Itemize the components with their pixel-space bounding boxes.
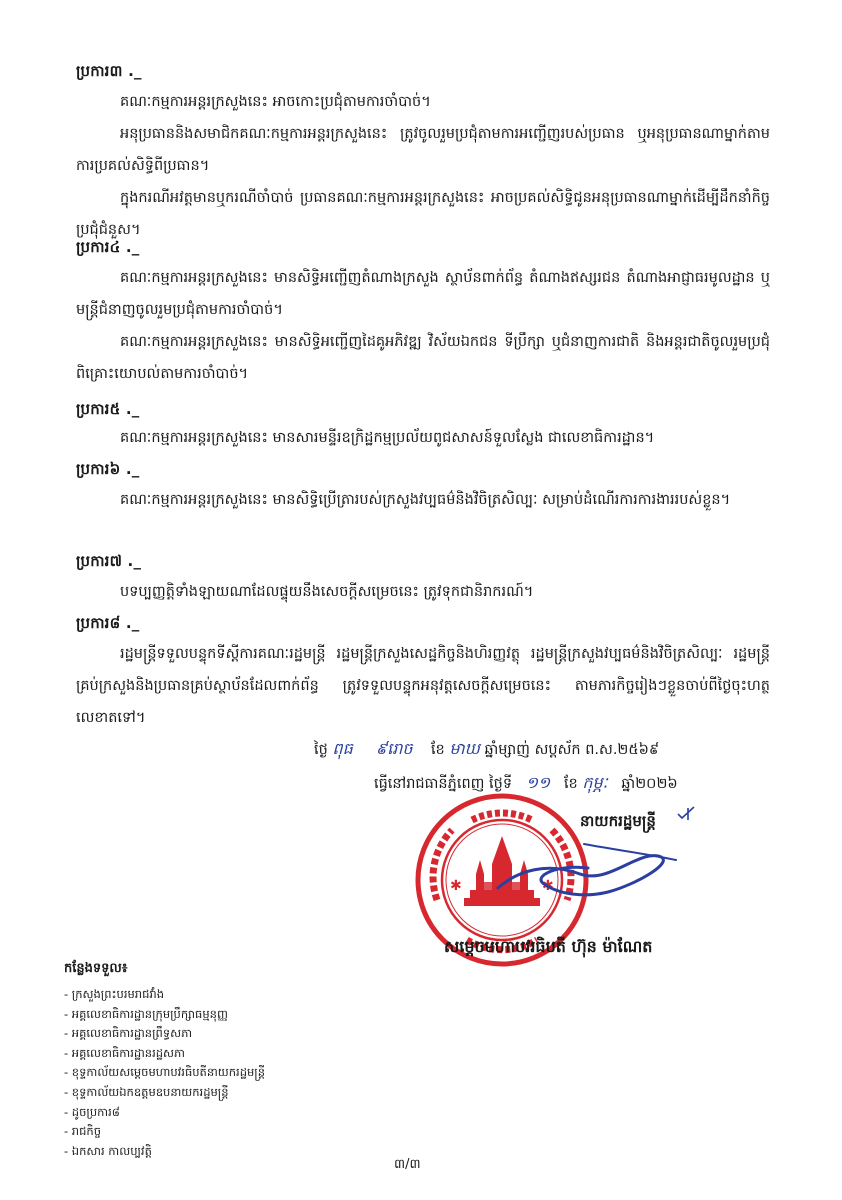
list-item: - អគ្គលេខាធិការដ្ឋានព្រឹទ្ធសភា <box>64 1026 193 1041</box>
article-3-paragraph-3: ក្នុងករណីអវត្តមានឬករណីចាំបាច់ ប្រធានគណៈកម្មការអន្តរក្រសួងនេះ អាចប្រគល់សិទ្ធិជូនអនុប្រធានណាម្នាក់ដើម្បីដឹកនាំកិច្ចប្រជុំជំនួស។ <box>76 190 770 238</box>
signer-title: នាយករដ្ឋមន្ត្រី <box>580 812 656 830</box>
lunar-day: ៩រោច <box>375 739 413 758</box>
article-5-heading: ប្រការ៥ ._ <box>76 400 140 418</box>
lunar-date-prefix: ថ្ងៃ <box>314 742 328 758</box>
list-item: - រាជកិច្ច <box>64 1124 102 1139</box>
list-item: - ខុទ្ទកាល័យសម្តេចមហាបវរធិបតីនាយករដ្ឋមន្ត្រី <box>64 1065 266 1080</box>
lunar-date-line <box>314 738 659 762</box>
handwritten-signature-icon <box>488 834 688 904</box>
list-item: - អគ្គលេខាធិការដ្ឋានក្រុមប្រឹក្សាធម្មនុញ្ញ <box>64 1006 228 1021</box>
article-4-paragraph-2: គណៈកម្មការអន្តរក្រសួងនេះ មានសិទ្ធិអញ្ជើញដៃគូអភិវឌ្ឍ វិស័យឯកជន ទីប្រឹក្សា ឬជំនាញការជាតិ និងអន្តរជាតិចូលរួមប្រជុំពិគ្រោះយោបល់តាមការចាំបាច់។ <box>76 334 770 382</box>
list-item: - ឯកសារ កាលប្បវត្តិ <box>64 1143 152 1158</box>
article-7-heading: ប្រការ៧ ._ <box>76 552 142 570</box>
list-item: - អគ្គលេខាធិការដ្ឋានរដ្ឋសភា <box>64 1045 185 1060</box>
article-7-paragraph-1: បទប្បញ្ញត្តិទាំងឡាយណាដែលផ្ទុយនឹងសេចក្តីសម្រេចនេះ ត្រូវទុកជានិរាករណ៍។ <box>120 584 534 600</box>
article-3-heading: ប្រការ៣ ._ <box>76 62 142 80</box>
svg-text:✱: ✱ <box>542 878 554 894</box>
lunar-month: មាឃ <box>449 739 480 758</box>
distribution-title: កន្លែងទទួល៖ <box>64 961 128 976</box>
list-item: - ដូចប្រការ៨ <box>64 1104 120 1119</box>
signer-name: សម្តេចមហាបវរធិបតី ហ៊ុន ម៉ាណែត <box>444 937 653 956</box>
article-6-heading: ប្រការ៦ ._ <box>76 460 140 478</box>
lunar-date-suffix: ឆ្នាំម្សាញ់ សប្តស័ក ព.ស.២៥៦៩ <box>484 742 660 758</box>
solar-year: ឆ្នាំ២០២៦ <box>621 776 678 792</box>
article-3-paragraph-2: អនុប្រធាននិងសមាជិកគណៈកម្មការអន្តរក្រសួងនេះ ត្រូវចូលរួមប្រជុំតាមការអញ្ជើញរបស់ប្រធាន ឬអនុប្រធានណាម្នាក់តាមការប្រគល់សិទ្ធិពីប្រធាន។ <box>76 126 770 174</box>
article-6-paragraph-1: គណៈកម្មការអន្តរក្រសួងនេះ មានសិទ្ធិប្រើត្រារបស់ក្រសួងវប្បធម៌និងវិចិត្រសិល្បៈ សម្រាប់ដំណើរការការងាររបស់ខ្លួន។ <box>120 492 731 508</box>
solar-day: ១១ <box>525 773 551 792</box>
article-4-heading: ប្រការ៤ ._ <box>76 238 140 256</box>
distribution-list <box>64 985 265 1161</box>
article-5-paragraph-1: គណៈកម្មការអន្តរក្រសួងនេះ មានសារមន្ទីរឧក្រិដ្ឋកម្មប្រល័យពូជសាសន៍ទួលស្លែង ជាលេខាធិការដ្ឋាន។ <box>120 430 655 446</box>
solar-date-prefix: ធ្វើនៅរាជធានីភ្នំពេញ ថ្ងៃទី <box>374 776 513 792</box>
list-item: - ក្រសួងព្រះបរមរាជវាំង <box>64 987 165 1001</box>
article-8-heading: ប្រការ៨ ._ <box>76 614 140 632</box>
list-item: - ខុទ្ទកាល័យឯកឧត្តមឧបនាយករដ្ឋមន្ត្រី <box>64 1084 229 1099</box>
article-8-paragraph-1: រដ្ឋមន្ត្រីទទួលបន្ទុកទីស្តីការគណៈរដ្ឋមន្ត្រី រដ្ឋមន្ត្រីក្រសួងសេដ្ឋកិច្ចនិងហិរញ្ញវត្ថុ រដ្ឋមន្ត្រីក្រសួងវប្បធម៌និងវិចិត្រសិល្បៈ រដ្ឋមន្ត្រីគ្រប់ក្រសួងនិងប្រធានគ្រប់ស្ថាប័នដែលពាក់ព័ន្ធ ត្រូវទទួលបន្ទុកអនុវត្តសេចក្តីសម្រេចនេះ តាមភារកិច្ចរៀងៗខ្លួនចាប់ពីថ្ងៃចុះហត្ថលេខាតទៅ។ <box>76 646 770 726</box>
svg-text:✱: ✱ <box>450 878 462 894</box>
article-3-paragraph-1: គណៈកម្មការអន្តរក្រសួងនេះ អាចកោះប្រជុំតាមការចាំបាច់។ <box>120 94 431 110</box>
solar-month: កុម្ភៈ <box>582 773 608 792</box>
check-mark-icon <box>676 804 698 822</box>
article-4-paragraph-1: គណៈកម្មការអន្តរក្រសួងនេះ មានសិទ្ធិអញ្ជើញតំណាងក្រសួង ស្ថាប័នពាក់ព័ន្ធ តំណាងឥស្សរជន តំណាងអាជ្ញាធរមូលដ្ឋាន ឬមន្ត្រីជំនាញចូលរួមប្រជុំតាមការចាំបាច់។ <box>76 270 770 318</box>
lunar-weekday: ពុធ <box>332 739 353 758</box>
solar-month-label: ខែ <box>563 776 578 792</box>
page-number: ៣/៣ <box>394 1157 421 1172</box>
lunar-month-label: ខែ <box>430 742 445 758</box>
